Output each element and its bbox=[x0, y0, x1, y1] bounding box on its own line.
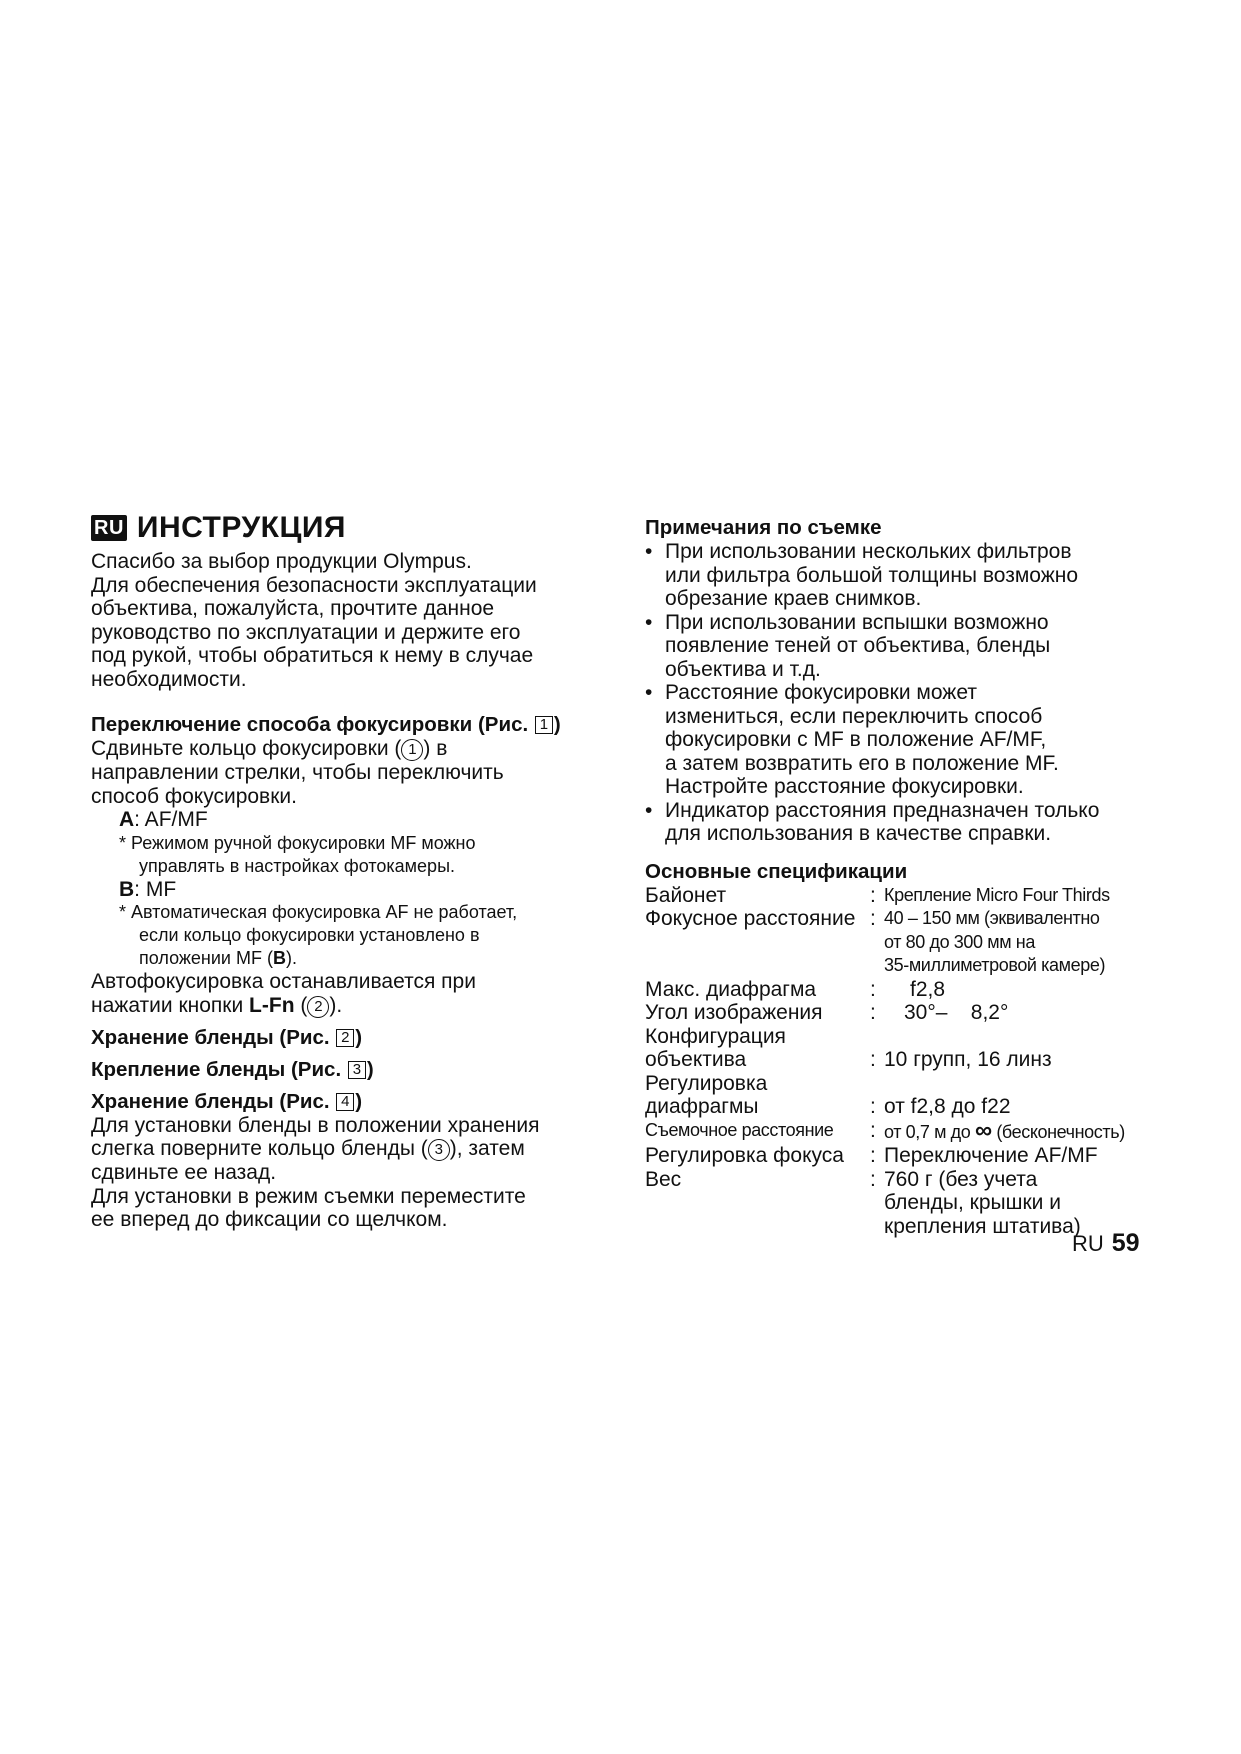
spec-row-diaphragm: Регулировка диафрагмы : от f2,8 до f22 bbox=[645, 1071, 1011, 1118]
hood-line: слегка поверните кольцо бленды ( 3 ), затем bbox=[91, 1137, 525, 1160]
intro-paragraph bbox=[91, 550, 611, 691]
position-b: B: MF bbox=[119, 877, 177, 901]
shooting-notes-heading: Примечания по съемке bbox=[645, 516, 882, 539]
position-b-note: положении MF (B). bbox=[139, 948, 297, 968]
list-item: • Индикатор расстояния предназначен только для использования в качестве справки. bbox=[645, 798, 1100, 845]
ru-language-badge: RU bbox=[91, 515, 127, 541]
position-a: A: AF/MF bbox=[119, 808, 208, 831]
spec-row-weight: Вес : 760 г (без учета бленды, крышки и крепления штатива) bbox=[645, 1167, 1081, 1238]
right-column bbox=[645, 516, 1165, 1238]
focus-switch-line: способ фокусировки. bbox=[91, 784, 297, 808]
bullet-icon: • bbox=[645, 540, 653, 563]
spec-row-focal: Фокусное расстояние : 40 – 150 мм (эквивалентно от 80 до 300 мм на 35-миллиметровой камере) bbox=[645, 907, 1106, 975]
left-column bbox=[91, 510, 611, 1232]
position-a-note: управлять в настройках фотокамеры. bbox=[139, 855, 456, 876]
spec-row-focus: Регулировка фокуса : Переключение AF/MF bbox=[645, 1144, 1098, 1167]
callout-circle-1: 1 bbox=[401, 739, 423, 761]
hood-mount-heading: Крепление бленды (Рис. 3 ) bbox=[91, 1057, 374, 1081]
infinity-symbol: ∞ bbox=[974, 1116, 992, 1144]
page-title bbox=[91, 510, 611, 546]
hood-line: Для установки бленды в положении хранения bbox=[91, 1113, 540, 1137]
figure-number-box: 3 bbox=[348, 1061, 366, 1079]
hood-storage-heading: Хранение бленды (Рис. 2 ) bbox=[91, 1025, 363, 1049]
figure-number-box: 1 bbox=[535, 716, 553, 734]
position-b-note: если кольцо фокусировки установлено в bbox=[139, 925, 480, 945]
position-a-note: * Режимом ручной фокусировки MF можно bbox=[119, 832, 476, 853]
callout-circle-3: 3 bbox=[428, 1139, 450, 1161]
focus-switch-line: направлении стрелки, чтобы переключить bbox=[91, 761, 504, 784]
intro-line: необходимости. bbox=[91, 667, 247, 691]
spec-row-config: Конфигурация объектива : 10 групп, 16 линз bbox=[645, 1024, 1052, 1071]
spec-row-aperture: Макс. диафрагма : f2,8 bbox=[645, 977, 946, 1001]
list-item: • При использовании нескольких фильтров или фильтра большой толщины возможно обрезание краев снимков. bbox=[645, 540, 1079, 610]
focus-switch-heading: Переключение способа фокусировки (Рис. 1 ) bbox=[91, 713, 561, 736]
intro-line: под рукой, чтобы обратиться к нему в случае bbox=[91, 644, 534, 667]
hood-storage-2-section bbox=[91, 1090, 611, 1232]
title-text: ИНСТРУКЦИЯ bbox=[136, 511, 346, 544]
focus-switch-section bbox=[91, 713, 611, 1018]
figure-number-box: 4 bbox=[336, 1093, 354, 1111]
focus-switch-line: Сдвиньте кольцо фокусировки ( 1 ) в bbox=[91, 737, 448, 760]
list-item: • Расстояние фокусировки может измениться, если переключить способ фокусировки с MF в положение AF/MF, а затем возвратить его в положение MF. Настройте расстояние фокусировки. bbox=[645, 681, 1059, 798]
callout-circle-2: 2 bbox=[307, 996, 329, 1018]
spec-row-distance: Съемочное расстояние : от 0,7 м до ∞ (бесконечность) bbox=[645, 1116, 1125, 1144]
figure-number-box: 2 bbox=[336, 1029, 354, 1047]
bullet-icon: • bbox=[645, 798, 653, 822]
spec-row-mount: Байонет : Крепление Micro Four Thirds bbox=[645, 883, 1110, 907]
intro-line: руководство по эксплуатации и держите его bbox=[91, 620, 521, 644]
hood-line: Для установки в режим съемки переместите bbox=[91, 1184, 526, 1208]
spec-row-angle: Угол изображения : 30°– 8,2° bbox=[645, 1001, 1009, 1024]
shooting-notes-list bbox=[645, 540, 1165, 846]
list-item: • При использовании вспышки возможно появление теней от объектива, бленды объектива и т.д. bbox=[645, 610, 1051, 681]
intro-line: объектива, пожалуйста, прочтите данное bbox=[91, 597, 495, 620]
hood-line: сдвиньте ее назад. bbox=[91, 1161, 277, 1184]
hood-line: ее вперед до фиксации со щелчком. bbox=[91, 1208, 448, 1231]
hood-storage-2-heading: Хранение бленды (Рис. 4 ) bbox=[91, 1089, 363, 1113]
intro-line: Спасибо за выбор продукции Olympus. bbox=[91, 550, 472, 573]
bullet-icon: • bbox=[645, 681, 653, 704]
position-b-note: * Автоматическая фокусировка AF не работает, bbox=[119, 902, 518, 922]
intro-line: Для обеспечения безопасности эксплуатации bbox=[91, 573, 537, 597]
bullet-icon: • bbox=[645, 610, 653, 634]
af-stop-line: нажатии кнопки L-Fn ( 2 ). bbox=[91, 993, 343, 1017]
page-number: RU 59 bbox=[1072, 1229, 1140, 1257]
specs-heading: Основные спецификации bbox=[645, 859, 908, 883]
af-stop-line: Автофокусировка останавливается при bbox=[91, 970, 476, 993]
specs-table bbox=[645, 884, 1165, 1239]
